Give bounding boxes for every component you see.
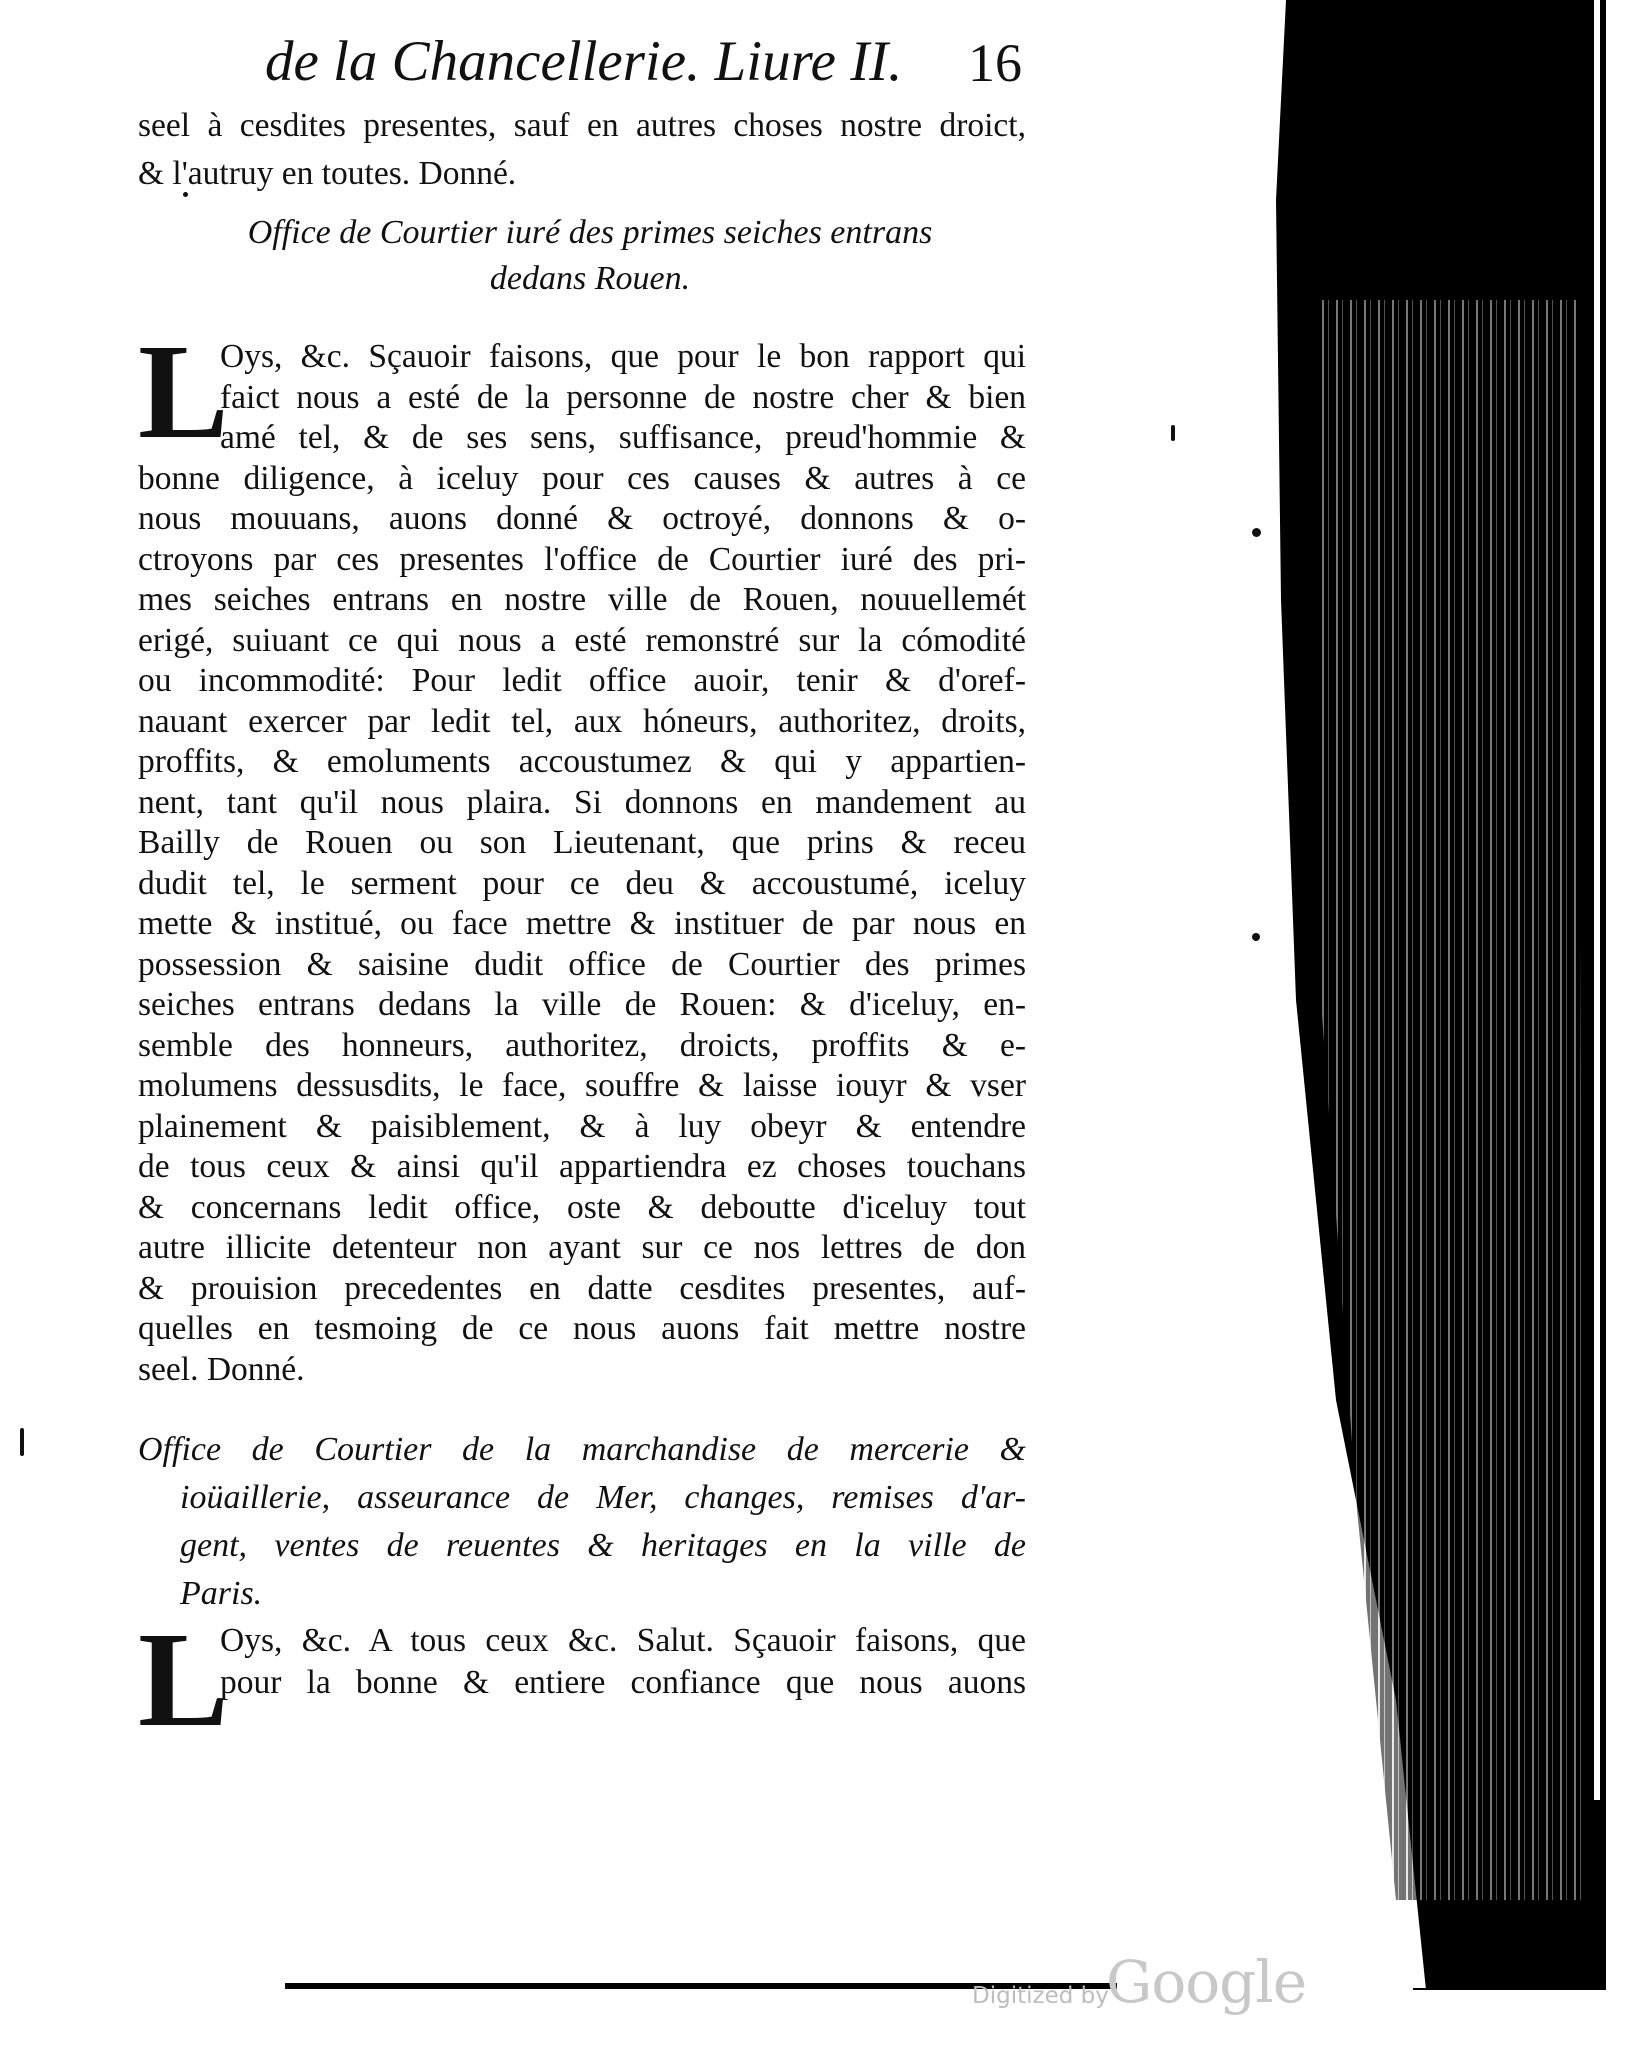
section-title-rouen — [200, 210, 980, 302]
text-line: molumens dessusdits, le face, souffre & laisse iouyr & vser — [138, 1067, 1026, 1104]
text-line: mette & institué, ou face mettre & instituer de par nous en — [138, 905, 1026, 942]
section-body-paris — [138, 1620, 1026, 1704]
text-line: possession & saisine dudit office de Courtier des primes — [138, 945, 1026, 983]
text-line: quelles en tesmoing de ce nous auons fait mettre nostre — [138, 1310, 1026, 1347]
text-line: & l'autruy en toutes. Donné. — [138, 155, 517, 192]
ink-speck — [1252, 528, 1261, 537]
text-line: semble des honneurs, authoritez, droicts, proffits & e- — [138, 1026, 1026, 1064]
text-line: nent, tant qu'il nous plaira. Si donnons en mandement au — [138, 783, 1026, 821]
title-line: gent, ventes de reuentes & heritages en la ville de — [180, 1527, 1026, 1564]
text-line: nous mouuans, auons donné & octroyé, donnons & o- — [138, 500, 1026, 537]
text-line: Oys, &c. Sçauoir faisons, que pour le bon rapport qui — [220, 338, 1026, 375]
ink-speck — [183, 192, 188, 197]
running-title: de la Chancellerie. Liure II. — [265, 30, 903, 93]
text-line: seel à cesdites presentes, sauf en autres choses nostre droict, — [138, 107, 1026, 144]
text-line: mes seiches entrans en nostre ville de Rouen, nouuellemét — [138, 581, 1026, 618]
title-line: Office de Courtier iuré des primes seiches entrans — [247, 214, 933, 251]
section-body-rouen — [138, 317, 1026, 1390]
text-line: faict nous a esté de la personne de nostre cher & bien — [220, 378, 1026, 416]
title-line: dedans Rouen. — [489, 260, 691, 297]
google-logo: Google — [1106, 1948, 1307, 2016]
text-line: de tous ceux & ainsi qu'il appartiendra ez choses touchans — [138, 1148, 1026, 1185]
ink-speck — [20, 1428, 24, 1456]
drop-cap: L — [138, 1605, 229, 1755]
text-line: & prouision precedentes en datte cesdites presentes, auf- — [138, 1269, 1026, 1307]
title-line: ioüaillerie, asseurance de Mer, changes, remises d'ar- — [180, 1479, 1026, 1516]
title-line: Office de Courtier de la marchandise de mercerie & — [138, 1431, 1026, 1468]
text-line: proffits, & emoluments accoustumez & qui y appartien- — [138, 743, 1026, 780]
text-line: seiches entrans dedans la ville de Rouen: & d'iceluy, en- — [138, 986, 1026, 1023]
text-line: pour la bonne & entiere confiance que nous auons — [220, 1664, 1026, 1701]
ink-speck — [1252, 933, 1260, 941]
drop-cap: L — [138, 317, 229, 467]
text-line: plainement & paisiblement, & à luy obeyr & entendre — [138, 1107, 1026, 1145]
title-line: Paris. — [180, 1575, 263, 1612]
text-line: amé tel, & de ses sens, suffisance, preud'hommie & — [220, 419, 1026, 456]
text-line: dudit tel, le serment pour ce deu & accoustumé, iceluy — [138, 864, 1026, 902]
text-line: seel. Donné. — [138, 1350, 305, 1388]
bottom-rule-right — [1413, 1988, 1498, 1990]
text-line: bonne diligence, à iceluy pour ces causes & autres à ce — [138, 459, 1026, 497]
text-line: ctroyons par ces presentes l'office de Courtier iuré des pri- — [138, 540, 1026, 578]
intro-text — [138, 102, 1026, 198]
text-line: Oys, &c. A tous ceux &c. Salut. Sçauoir faisons, que — [220, 1622, 1026, 1659]
text-line: ou incommodité: Pour ledit office auoir, tenir & d'oref- — [138, 662, 1026, 699]
digitized-by-label: Digitized by — [972, 1983, 1109, 2009]
text-line: autre illicite detenteur non ayant sur ce nos lettres de don — [138, 1229, 1026, 1266]
text-line: erigé, suiuant ce qui nous a esté remonstré sur la cómodité — [138, 621, 1026, 659]
page-number: 16 — [968, 33, 1022, 93]
text-line: nauant exercer par ledit tel, aux hóneurs, authoritez, droits, — [138, 702, 1026, 740]
text-line: & concernans ledit office, oste & deboutte d'iceluy tout — [138, 1188, 1026, 1226]
text-line: Bailly de Rouen ou son Lieutenant, que prins & receu — [138, 824, 1026, 861]
page-edge-shadow — [1276, 0, 1642, 1990]
ink-speck — [1171, 425, 1175, 441]
section-title-paris — [138, 1426, 1026, 1618]
